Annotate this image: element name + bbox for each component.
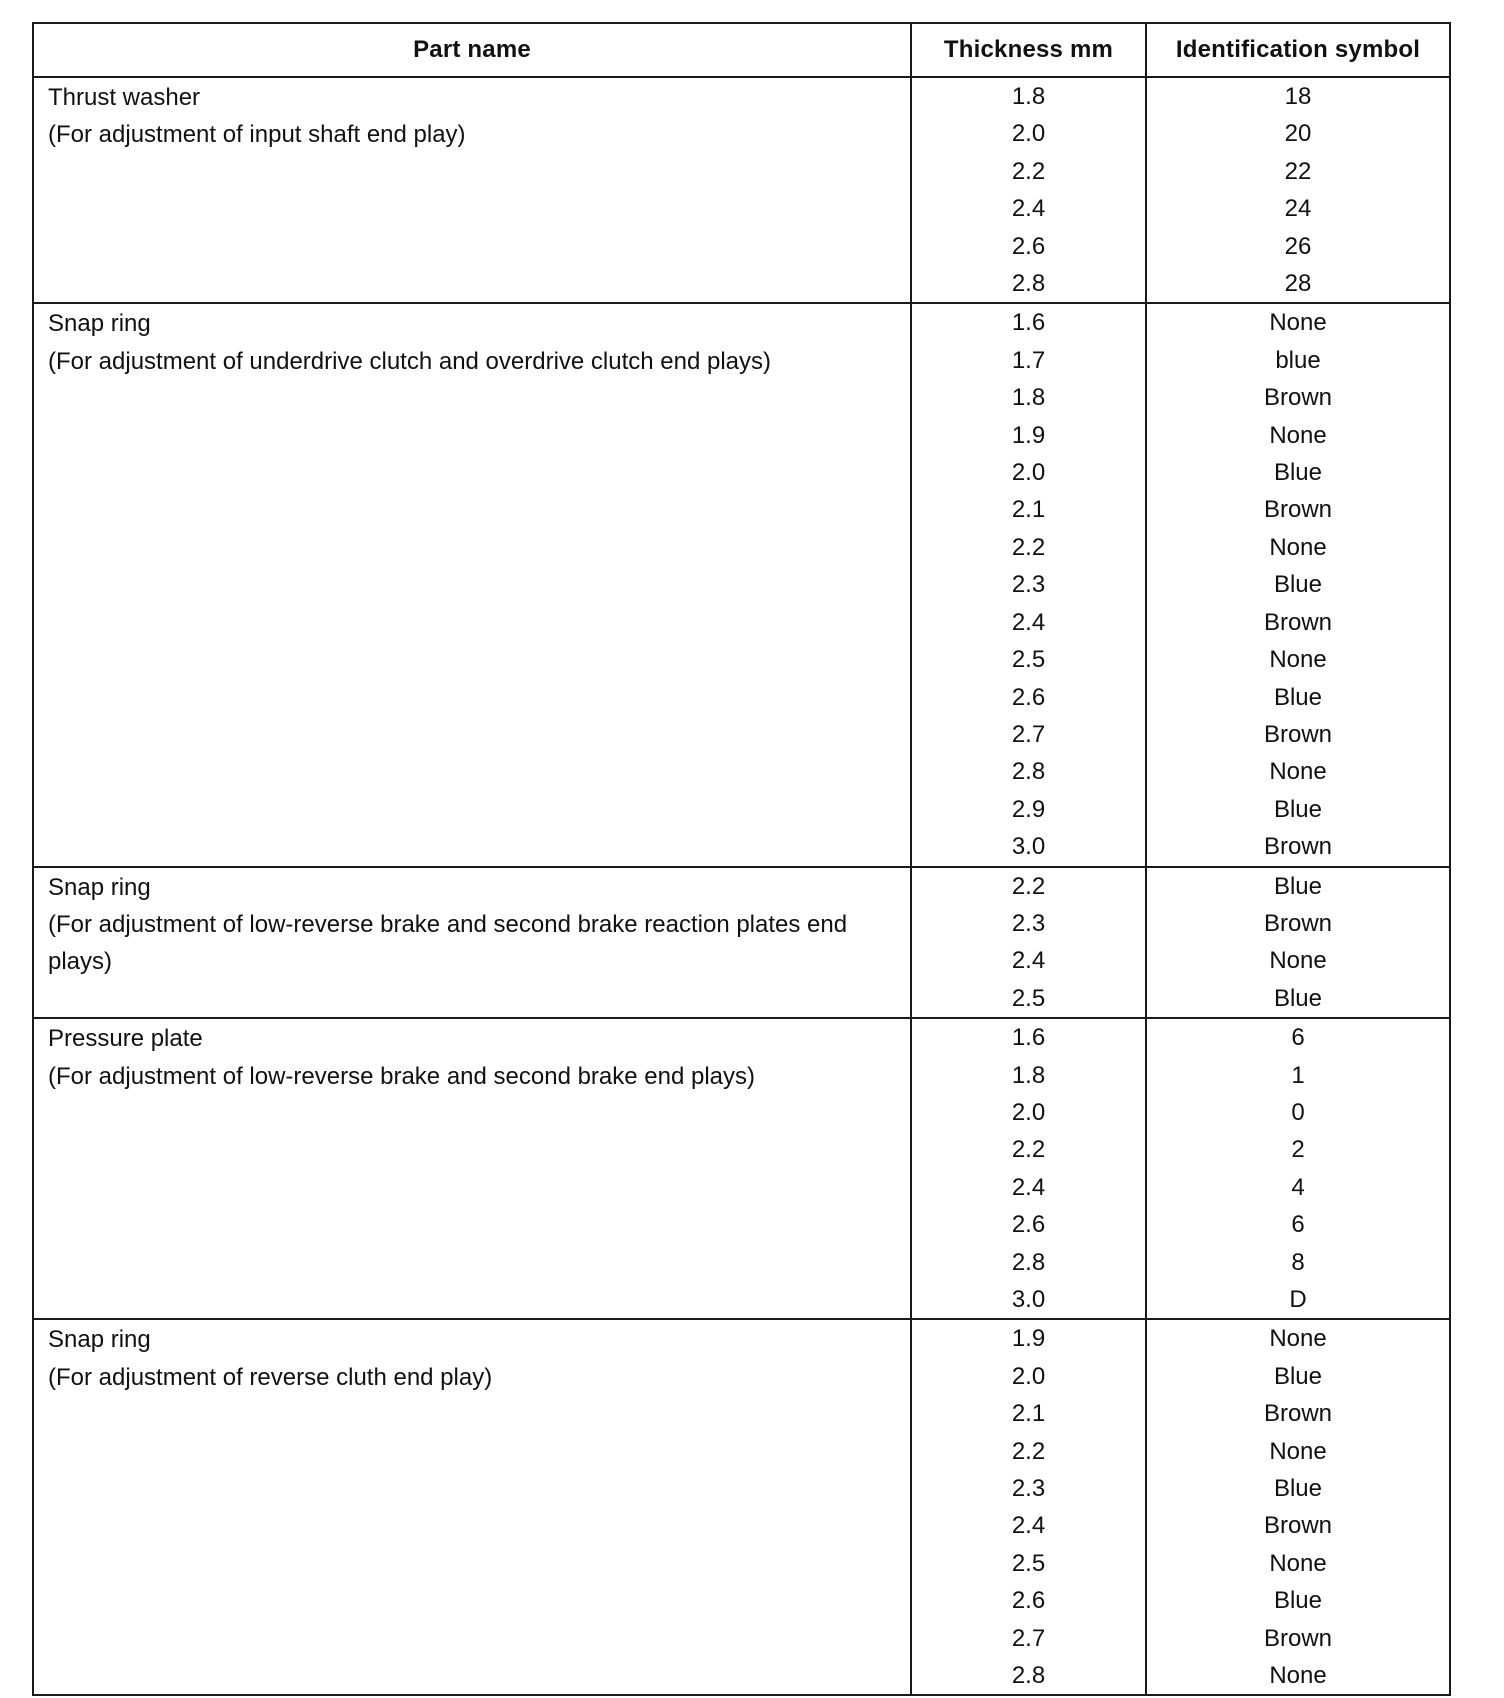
thickness-cell: 1.8 — [911, 77, 1146, 115]
thickness-cell: 2.2 — [911, 1433, 1146, 1470]
table-row — [33, 1319, 1450, 1357]
identification-symbol-cell: 26 — [1146, 228, 1450, 265]
part-description: (For adjustment of low-reverse brake and second brake end plays) — [48, 1062, 756, 1090]
thickness-cell: 2.2 — [911, 1131, 1146, 1168]
identification-symbol-cell: None — [1146, 753, 1450, 790]
identification-symbol-cell: 2 — [1146, 1131, 1450, 1168]
identification-symbol-cell: None — [1146, 942, 1450, 979]
identification-symbol-cell: 18 — [1146, 77, 1450, 115]
identification-symbol-cell: Blue — [1146, 679, 1450, 716]
identification-symbol-cell: Brown — [1146, 1507, 1450, 1544]
identification-symbol-cell: Blue — [1146, 1470, 1450, 1507]
table-row — [33, 867, 1450, 905]
thickness-cell: 2.0 — [911, 1094, 1146, 1131]
thickness-cell: 2.4 — [911, 1507, 1146, 1544]
identification-symbol-cell: Brown — [1146, 491, 1450, 528]
identification-symbol-cell: None — [1146, 529, 1450, 566]
thickness-cell: 2.4 — [911, 1169, 1146, 1206]
thickness-cell: 1.7 — [911, 342, 1146, 379]
part-description: (For adjustment of low-reverse brake and second brake reaction plates end plays) — [48, 910, 848, 976]
identification-symbol-cell: 20 — [1146, 115, 1450, 152]
identification-symbol-cell: Brown — [1146, 604, 1450, 641]
part-description: (For adjustment of input shaft end play) — [48, 121, 466, 149]
thickness-cell: 2.6 — [911, 228, 1146, 265]
identification-symbol-cell: Blue — [1146, 867, 1450, 905]
identification-symbol-cell: Brown — [1146, 716, 1450, 753]
identification-symbol-cell: None — [1146, 303, 1450, 341]
identification-symbol-cell: Brown — [1146, 905, 1450, 942]
thickness-cell: 1.9 — [911, 1319, 1146, 1357]
header-part-name: Part name — [33, 23, 911, 77]
identification-symbol-cell: Blue — [1146, 454, 1450, 491]
identification-symbol-cell: Blue — [1146, 1358, 1450, 1395]
thickness-cell: 2.0 — [911, 115, 1146, 152]
identification-symbol-cell: Blue — [1146, 566, 1450, 603]
thickness-cell: 1.6 — [911, 303, 1146, 341]
thickness-cell: 2.6 — [911, 679, 1146, 716]
identification-symbol-cell: None — [1146, 1433, 1450, 1470]
table-row — [33, 77, 1450, 115]
identification-symbol-cell: Brown — [1146, 1395, 1450, 1432]
identification-symbol-cell: Brown — [1146, 828, 1450, 866]
thickness-cell: 2.2 — [911, 153, 1146, 190]
part-description: (For adjustment of reverse cluth end play) — [48, 1363, 493, 1391]
thickness-cell: 2.2 — [911, 529, 1146, 566]
identification-symbol-cell: None — [1146, 1657, 1450, 1695]
identification-symbol-cell: None — [1146, 1545, 1450, 1582]
header-identification: Identification symbol — [1146, 23, 1450, 77]
part-name-cell — [33, 1319, 911, 1695]
header-row — [33, 23, 1450, 77]
thickness-cell: 1.6 — [911, 1018, 1146, 1056]
header-thickness: Thickness mm — [911, 23, 1146, 77]
part-spec-table — [32, 22, 1451, 1696]
identification-symbol-cell: None — [1146, 641, 1450, 678]
table-row — [33, 303, 1450, 341]
identification-symbol-cell: 0 — [1146, 1094, 1450, 1131]
table-row — [33, 1018, 1450, 1056]
thickness-cell: 3.0 — [911, 1281, 1146, 1319]
thickness-cell: 2.7 — [911, 1620, 1146, 1657]
thickness-cell: 2.4 — [911, 190, 1146, 227]
thickness-cell: 2.1 — [911, 491, 1146, 528]
part-name: Pressure plate — [48, 1025, 203, 1053]
thickness-cell: 2.3 — [911, 905, 1146, 942]
identification-symbol-cell: 1 — [1146, 1057, 1450, 1094]
table-body — [33, 77, 1450, 1695]
thickness-cell: 2.3 — [911, 566, 1146, 603]
thickness-cell: 2.6 — [911, 1582, 1146, 1619]
part-name-cell — [33, 1018, 911, 1319]
thickness-cell: 2.0 — [911, 1358, 1146, 1395]
part-name: Snap ring — [48, 1326, 151, 1354]
thickness-cell: 2.6 — [911, 1206, 1146, 1243]
thickness-cell: 2.8 — [911, 1244, 1146, 1281]
identification-symbol-cell: 28 — [1146, 265, 1450, 303]
identification-symbol-cell: blue — [1146, 342, 1450, 379]
identification-symbol-cell: D — [1146, 1281, 1450, 1319]
part-name: Thrust washer — [48, 84, 201, 111]
part-name-cell — [33, 867, 911, 1019]
identification-symbol-cell: 6 — [1146, 1018, 1450, 1056]
thickness-cell: 2.8 — [911, 753, 1146, 790]
part-name-cell — [33, 303, 911, 866]
thickness-cell: 2.7 — [911, 716, 1146, 753]
identification-symbol-cell: Blue — [1146, 1582, 1450, 1619]
thickness-cell: 1.8 — [911, 1057, 1146, 1094]
thickness-cell: 2.3 — [911, 1470, 1146, 1507]
part-description: (For adjustment of underdrive clutch and overdrive clutch end plays) — [48, 347, 772, 375]
thickness-cell: 2.9 — [911, 791, 1146, 828]
thickness-cell: 3.0 — [911, 828, 1146, 866]
part-name: Snap ring — [48, 873, 151, 901]
thickness-cell: 2.4 — [911, 604, 1146, 641]
identification-symbol-cell: 22 — [1146, 153, 1450, 190]
thickness-cell: 1.9 — [911, 417, 1146, 454]
identification-symbol-cell: 24 — [1146, 190, 1450, 227]
thickness-cell: 2.5 — [911, 1545, 1146, 1582]
identification-symbol-cell: None — [1146, 417, 1450, 454]
identification-symbol-cell: None — [1146, 1319, 1450, 1357]
thickness-cell: 1.8 — [911, 379, 1146, 416]
part-name-cell — [33, 77, 911, 303]
thickness-cell: 2.1 — [911, 1395, 1146, 1432]
part-name: Snap ring — [48, 310, 151, 338]
identification-symbol-cell: Blue — [1146, 791, 1450, 828]
thickness-cell: 2.0 — [911, 454, 1146, 491]
identification-symbol-cell: 4 — [1146, 1169, 1450, 1206]
thickness-cell: 2.2 — [911, 867, 1146, 905]
identification-symbol-cell: 6 — [1146, 1206, 1450, 1243]
identification-symbol-cell: 8 — [1146, 1244, 1450, 1281]
thickness-cell: 2.8 — [911, 265, 1146, 303]
thickness-cell: 2.5 — [911, 980, 1146, 1018]
identification-symbol-cell: Blue — [1146, 980, 1450, 1018]
thickness-cell: 2.5 — [911, 641, 1146, 678]
thickness-cell: 2.8 — [911, 1657, 1146, 1695]
thickness-cell: 2.4 — [911, 942, 1146, 979]
identification-symbol-cell: Brown — [1146, 1620, 1450, 1657]
identification-symbol-cell: Brown — [1146, 379, 1450, 416]
